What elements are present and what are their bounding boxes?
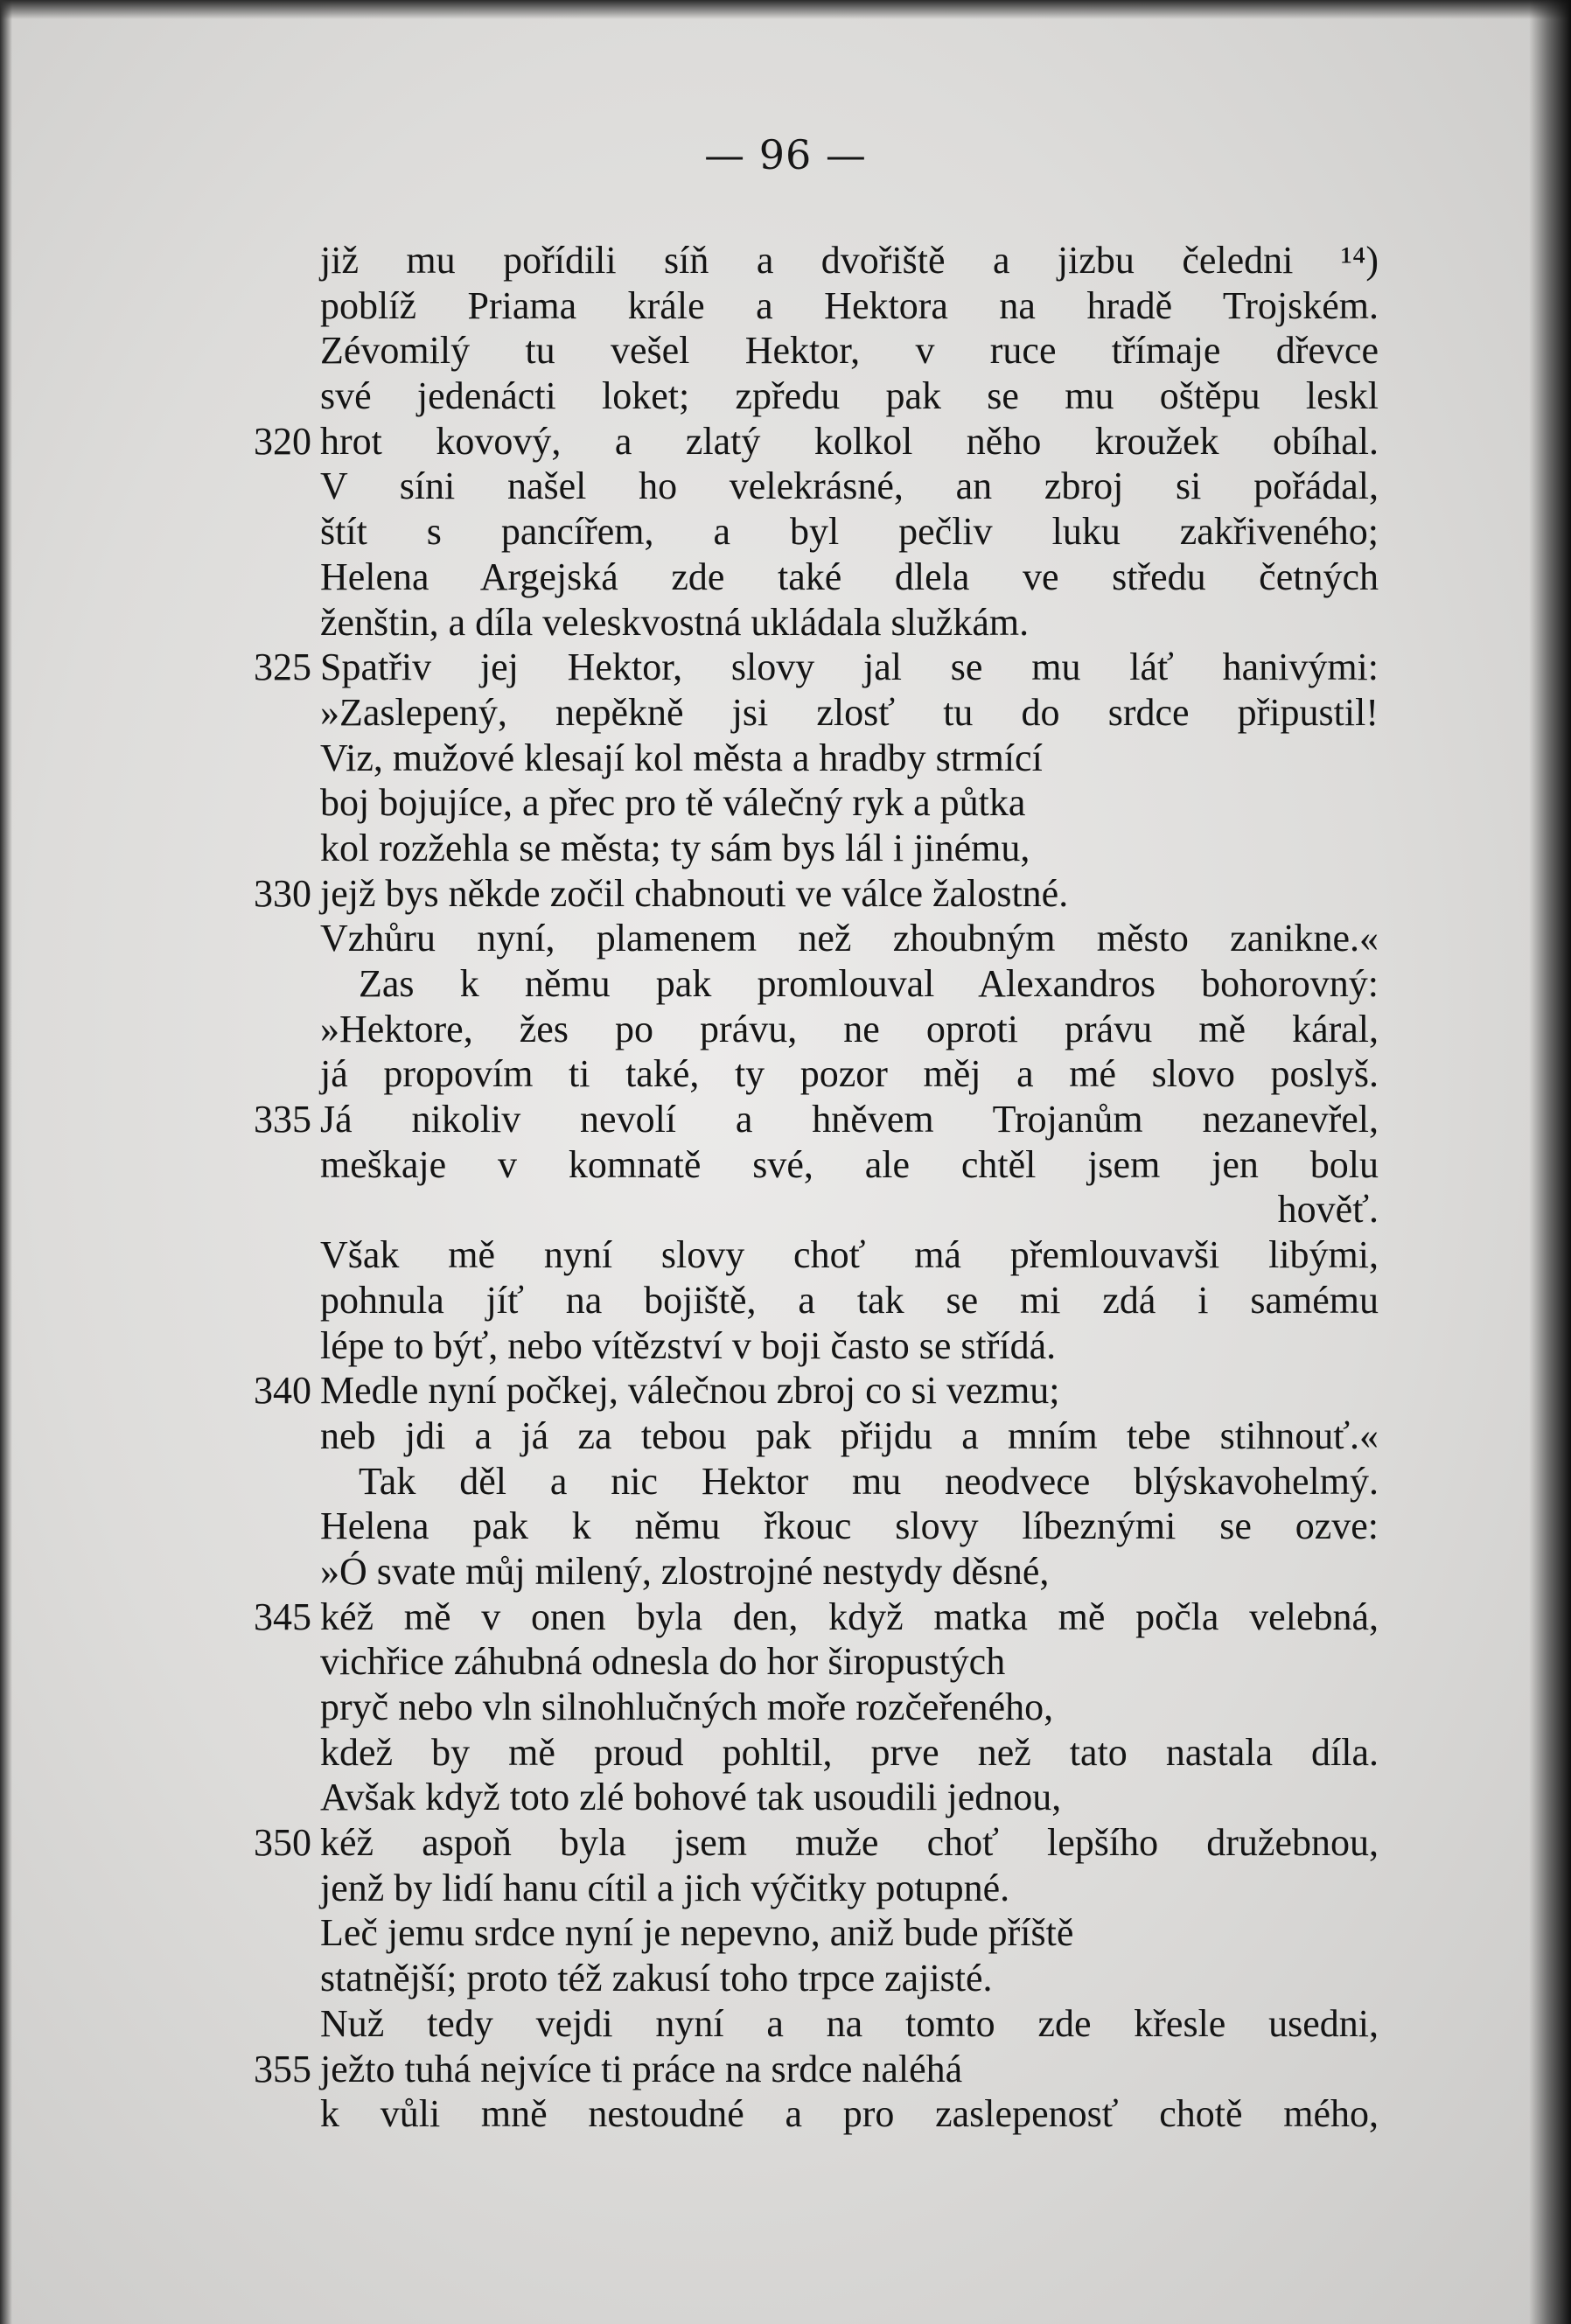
verse-line-number: 330: [254, 871, 311, 915]
verse-line-text: lépe to býť, nebo vítězství v boji často se střídá.: [320, 1323, 1057, 1367]
verse-line: [227, 1007, 1391, 1052]
scan-edge-right: [1529, 0, 1571, 2324]
verse-line: [227, 1097, 1391, 1142]
verse-line-text: »Ó svate můj milený, zlostrojné nestydy děsné,: [320, 1549, 1050, 1593]
verse-line-text: boj bojujíce, a přec pro tě válečný ryk a půtka: [320, 781, 1026, 825]
verse-line: [227, 2047, 1391, 2092]
verse-line-text: Avšak když toto zlé bohové tak usoudili jednou,: [320, 1776, 1062, 1819]
verse-line-text: Helena pak k němu řkouc slovy líbeznými se ozve:: [320, 1504, 1379, 1548]
verse-line: [227, 2001, 1391, 2047]
verse-line: [227, 1142, 1391, 1188]
verse-line: [227, 780, 1391, 826]
verse-line: [227, 1820, 1391, 1866]
verse-line: [227, 1187, 1391, 1232]
verse-line: [227, 1549, 1391, 1595]
verse-line-text: V síni našel ho velekrásné, an zbroj si pořádal,: [320, 464, 1379, 508]
verse-line: [227, 555, 1391, 600]
verse-line: [227, 645, 1391, 690]
verse-line: [227, 871, 1391, 917]
verse-line-text: kéž mě v onen byla den, když matka mě počla velebná,: [320, 1595, 1379, 1638]
verse-line-text: poblíž Priama krále a Hektora na hradě Trojském.: [320, 283, 1379, 327]
verse-line-text: Vzhůru nyní, plamenem než zhoubným město zanikne.«: [320, 917, 1379, 960]
verse-line: [227, 961, 1391, 1007]
verse-line-text: Zévomilý tu vešel Hektor, v ruce třímaje dřevce: [320, 329, 1379, 373]
page-number: — 96 —: [704, 131, 867, 178]
verse-line-text: hrot kovový, a zlatý kolkol něho kroužek obíhal.: [320, 419, 1379, 463]
verse-line: [227, 1278, 1391, 1323]
verse-line: [227, 328, 1391, 373]
verse-line: [227, 1459, 1391, 1504]
verse-line-text: Leč jemu srdce nyní je nepevno, aniž bude příště: [320, 1911, 1074, 1955]
verse-line-text: jenž by lidí hanu cítil a jich výčitky potupné.: [320, 1866, 1010, 1909]
verse-line: [227, 826, 1391, 871]
verse-line-text: ženštin, a díla veleskvostná ukládala služkám.: [320, 600, 1030, 644]
verse-line-text: kéž aspoň byla jsem muže choť lepšího družebnou,: [320, 1821, 1379, 1865]
verse-line-text: pohnula jíť na bojiště, a tak se mi zdá i samému: [320, 1278, 1379, 1322]
verse-line: [227, 1956, 1391, 2001]
verse-line-text: Zas k němu pak promlouval Alexandros bohorovný:: [359, 962, 1379, 1005]
verse-line-number: 325: [254, 646, 311, 689]
verse-line-text: štít s pancířem, a byl pečliv luku zakřiveného;: [320, 510, 1379, 554]
verse-line-number: 335: [254, 1098, 311, 1141]
verse-line: [227, 1730, 1391, 1776]
verse-line: [227, 916, 1391, 961]
verse-line: [227, 1504, 1391, 1549]
verse-line-text: já propovím ti také, ty pozor měj a mé slovo poslyš.: [320, 1052, 1379, 1096]
verse-line: [227, 1232, 1391, 1278]
verse-line-text: »Zaslepený, nepěkně jsi zlosť tu do srdce připustil!: [320, 690, 1379, 734]
verse-line-text: »Hektore, žes po právu, ne oproti právu mě káral,: [320, 1007, 1379, 1050]
verse-line-text: již mu pořídili síň a dvořiště a jizbu čeledni ¹⁴): [320, 239, 1379, 282]
verse-line: [227, 1051, 1391, 1097]
verse-line-text: ježto tuhá nejvíce ti práce na srdce naléhá: [320, 2047, 963, 2090]
verse-line-text: Já nikoliv nevolí a hněvem Trojanům nezanevřel,: [320, 1098, 1379, 1141]
verse-line-text: kdež by mě proud pohltil, prve než tato nastala díla.: [320, 1730, 1379, 1774]
verse-line: [227, 1775, 1391, 1820]
verse-line: [227, 1639, 1391, 1685]
verse-line-text: neb jdi a já za tebou pak přijdu a mním tebe stihnouť.«: [320, 1413, 1379, 1457]
verse-line: [227, 2091, 1391, 2137]
verse-line-text: své jedenácti loket; zpředu pak se mu oštěpu leskl: [320, 374, 1379, 418]
verse-line: [227, 1368, 1391, 1413]
verse-line: [227, 690, 1391, 736]
verse-line-text: Však mě nyní slovy choť má přemlouvavši libými,: [320, 1233, 1379, 1277]
verse-line-text: k vůli mně nestoudné a pro zaslepenosť chotě mého,: [320, 2092, 1379, 2136]
verse-line-text: pryč nebo vln silnohlučných moře rozčeřeného,: [320, 1685, 1054, 1728]
verse-line: [227, 1323, 1391, 1369]
verse-line: [227, 283, 1391, 329]
verse-line-text: jejž bys někde zočil chabnouti ve válce žalostné.: [320, 871, 1069, 915]
verse-line-text: hověť.: [1277, 1188, 1379, 1232]
verse-line-text: vichřice záhubná odnesla do hor širopustých: [320, 1640, 1006, 1684]
verse-line-number: 340: [254, 1369, 311, 1413]
verse-line-text: kol rozžehla se města; ty sám bys lál i jinému,: [320, 826, 1030, 869]
verse-line-text: statnější; proto též zakusí toho trpce zajisté.: [320, 1957, 993, 2000]
scan-edge-left: [0, 0, 12, 2324]
verse-line: [227, 238, 1391, 283]
verse-line-number: 350: [254, 1821, 311, 1865]
verse-line: [227, 1910, 1391, 1956]
verse-line-text: Tak děl a nic Hektor mu neodvece blýskavohelmý.: [359, 1459, 1379, 1503]
verse-line: [227, 600, 1391, 646]
verse-line-text: meškaje v komnatě své, ale chtěl jsem jen bolu: [320, 1142, 1379, 1186]
verse-line-number: 355: [254, 2047, 311, 2090]
verse-line: [227, 1413, 1391, 1459]
verse-line: [227, 1595, 1391, 1640]
poem-text-block: [227, 238, 1391, 2137]
verse-line-text: Helena Argejská zde také dlela ve středu četných: [320, 555, 1379, 598]
scan-edge-top: [0, 0, 1571, 19]
verse-line-text: Nuž tedy vejdi nyní a na tomto zde křesle usedni,: [320, 2001, 1379, 2045]
verse-line: [227, 1685, 1391, 1730]
verse-line: [227, 464, 1391, 509]
verse-line: [227, 419, 1391, 464]
verse-line-text: Viz, mužové klesají kol města a hradby strmící: [320, 736, 1043, 779]
verse-line: [227, 1866, 1391, 1911]
verse-line-number: 345: [254, 1595, 311, 1638]
verse-line: [227, 736, 1391, 781]
verse-line: [227, 509, 1391, 555]
verse-line-text: Medle nyní počkej, válečnou zbroj co si vezmu;: [320, 1369, 1060, 1413]
verse-line-text: Spatřiv jej Hektor, slovy jal se mu láť hanivými:: [320, 646, 1379, 689]
verse-line: [227, 373, 1391, 419]
verse-line-number: 320: [254, 419, 311, 463]
